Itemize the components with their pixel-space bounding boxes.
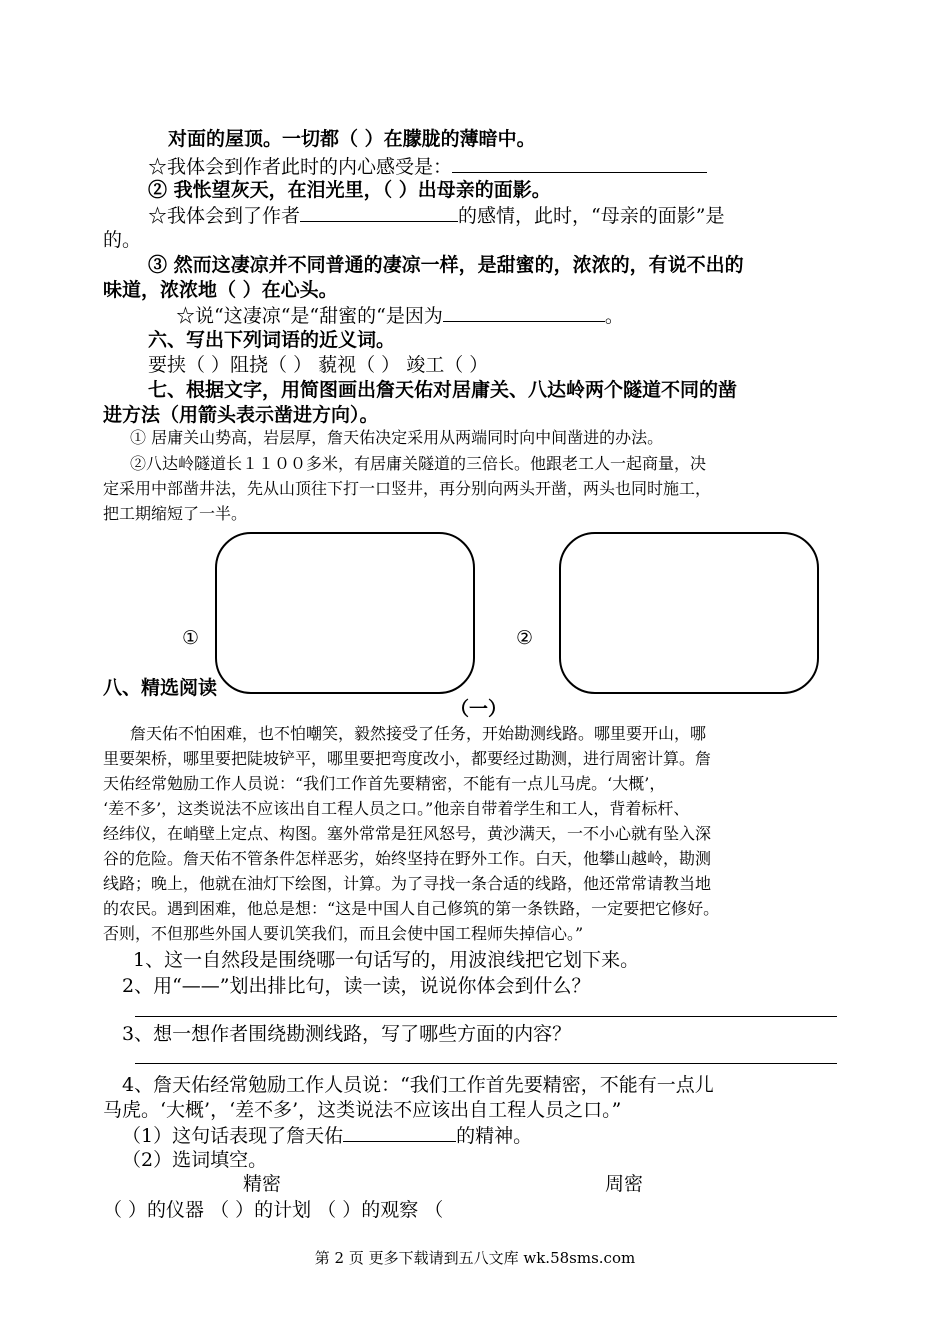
answer-blank[interactable] [452,154,707,173]
prompt-text: ☆我体会到作者此时的内心感受是： [148,156,453,178]
text-line: 定采用中部凿井法，先从山顶往下打一口竖井，再分别向两头开凿，两头也同时施工， [103,479,712,498]
box-label: ② [516,627,534,649]
text-line: ① 居庸关山势高，岩层厚，詹天佑决定采用从两端同时向中间凿进的办法。 [130,428,664,447]
text-line [176,303,624,328]
section-heading: 六、写出下列词语的近义词。 [148,329,396,351]
question-1: 1、这一自然段是围绕哪一句话写的，用波浪线把它划下来。 [133,949,640,971]
box-label: ① [182,627,200,649]
passage-line: 否则，不但那些外国人要讥笑我们，而且会使中国工程师失掉信心。” [103,924,584,943]
section-heading: 七、根据文字，用简图画出詹天佑对居庸关、八达岭两个隧道不同的凿 [148,379,738,401]
fill-in-line: （ ）的仪器 （ ）的计划 （ ）的观察 （ [103,1199,444,1221]
question-4: 马虎。‘大概’，‘差不多’，这类说法不应该出自工程人员之口。” [103,1099,622,1121]
question-4-part-2: （2）选词填空。 [122,1149,268,1171]
answer-blank[interactable] [300,203,458,222]
section-heading: 进方法（用箭头表示凿进方向）。 [103,404,379,426]
text-line [148,154,707,179]
question-4: 4、詹天佑经常勉励工作人员说：“我们工作首先要精密，不能有一点儿 [122,1074,714,1096]
question-3: 3、想一想作者围绕勘测线路，写了哪些方面的内容？ [122,1023,572,1045]
text-line [148,203,724,228]
passage-line: ‘差不多’，这类说法不应该出自工程人员之口。”他亲自带着学生和工人，背着标杆、 [103,799,690,818]
answer-blank[interactable] [343,1123,456,1142]
passage-line: 里要架桥，哪里要把陡坡铲平，哪里要把弯度改小，都要经过勘测，进行周密计算。詹 [103,749,712,768]
prompt-text: ☆我体会到了作者 [148,205,301,227]
passage-line: 天佑经常勉励工作人员说：“我们工作首先要精密，不能有一点儿马虎。‘大概’， [103,774,666,793]
prompt-text: 的感情，此时，“母亲的面影”是 [458,205,725,227]
section-heading: 八、精选阅读 [103,677,218,699]
text-line: 的。 [103,229,142,251]
prompt-text: 的精神。 [456,1125,533,1147]
prompt-text: （1）这句话表现了詹天佑 [122,1125,344,1147]
answer-blank[interactable] [443,303,605,322]
prompt-text: ☆说“这凄凉“是“甜蜜的“是因为 [176,305,443,327]
question-2: 2、用“——”划出排比句，读一读，说说你体会到什么？ [122,975,591,997]
passage-line: 经纬仪，在峭壁上定点、构图。塞外常常是狂风怒号，黄沙满天，一不小心就有坠入深 [103,824,712,843]
page-footer: 第 2 页 更多下载请到五八文库 wk.58sms.com [314,1249,636,1267]
word-choice: 精密 [243,1173,282,1195]
passage-line: 谷的危险。詹天佑不管条件怎样恶劣，始终坚持在野外工作。白天，他攀山越岭，勘测 [103,849,712,868]
text-line: ② 我怅望灰天，在泪光里，（ ）出母亲的面影。 [148,179,551,201]
text-line: 把工期缩短了一半。 [103,504,248,523]
text-line: 味道，浓浓地（ ）在心头。 [103,279,338,301]
passage-line: 詹天佑不怕困难，也不怕嘲笑，毅然接受了任务，开始勘测线路。哪里要开山，哪 [130,724,707,743]
subsection-title: （一） [450,698,508,720]
passage-line: 线路；晚上，他就在油灯下绘图，计算。为了寻找一条合适的线路，他还常常请教当地 [103,874,712,893]
answer-line[interactable] [135,1063,837,1064]
drawing-box-1[interactable] [215,532,475,694]
prompt-text: 。 [604,305,624,327]
text-line: ②八达岭隧道长１１００多米，有居庸关隧道的三倍长。他跟老工人一起商量，决 [130,454,707,473]
word-choice: 周密 [605,1173,644,1195]
text-line: 对面的屋顶。一切都（ ）在朦胧的薄暗中。 [168,128,536,150]
passage-line: 的农民。遇到困难，他总是想：“这是中国人自己修筑的第一条铁路，一定要把它修好。 [103,899,720,918]
text-line: ③ 然而这凄凉并不同普通的凄凉一样，是甜蜜的，浓浓的，有说不出的 [148,254,744,276]
drawing-box-2[interactable] [559,532,819,694]
question-4-part-1 [122,1123,532,1148]
answer-line[interactable] [135,1016,837,1017]
synonym-items: 要挟（ ）阻挠（ ） 藐视（ ） 竣工（ ） [148,354,489,376]
